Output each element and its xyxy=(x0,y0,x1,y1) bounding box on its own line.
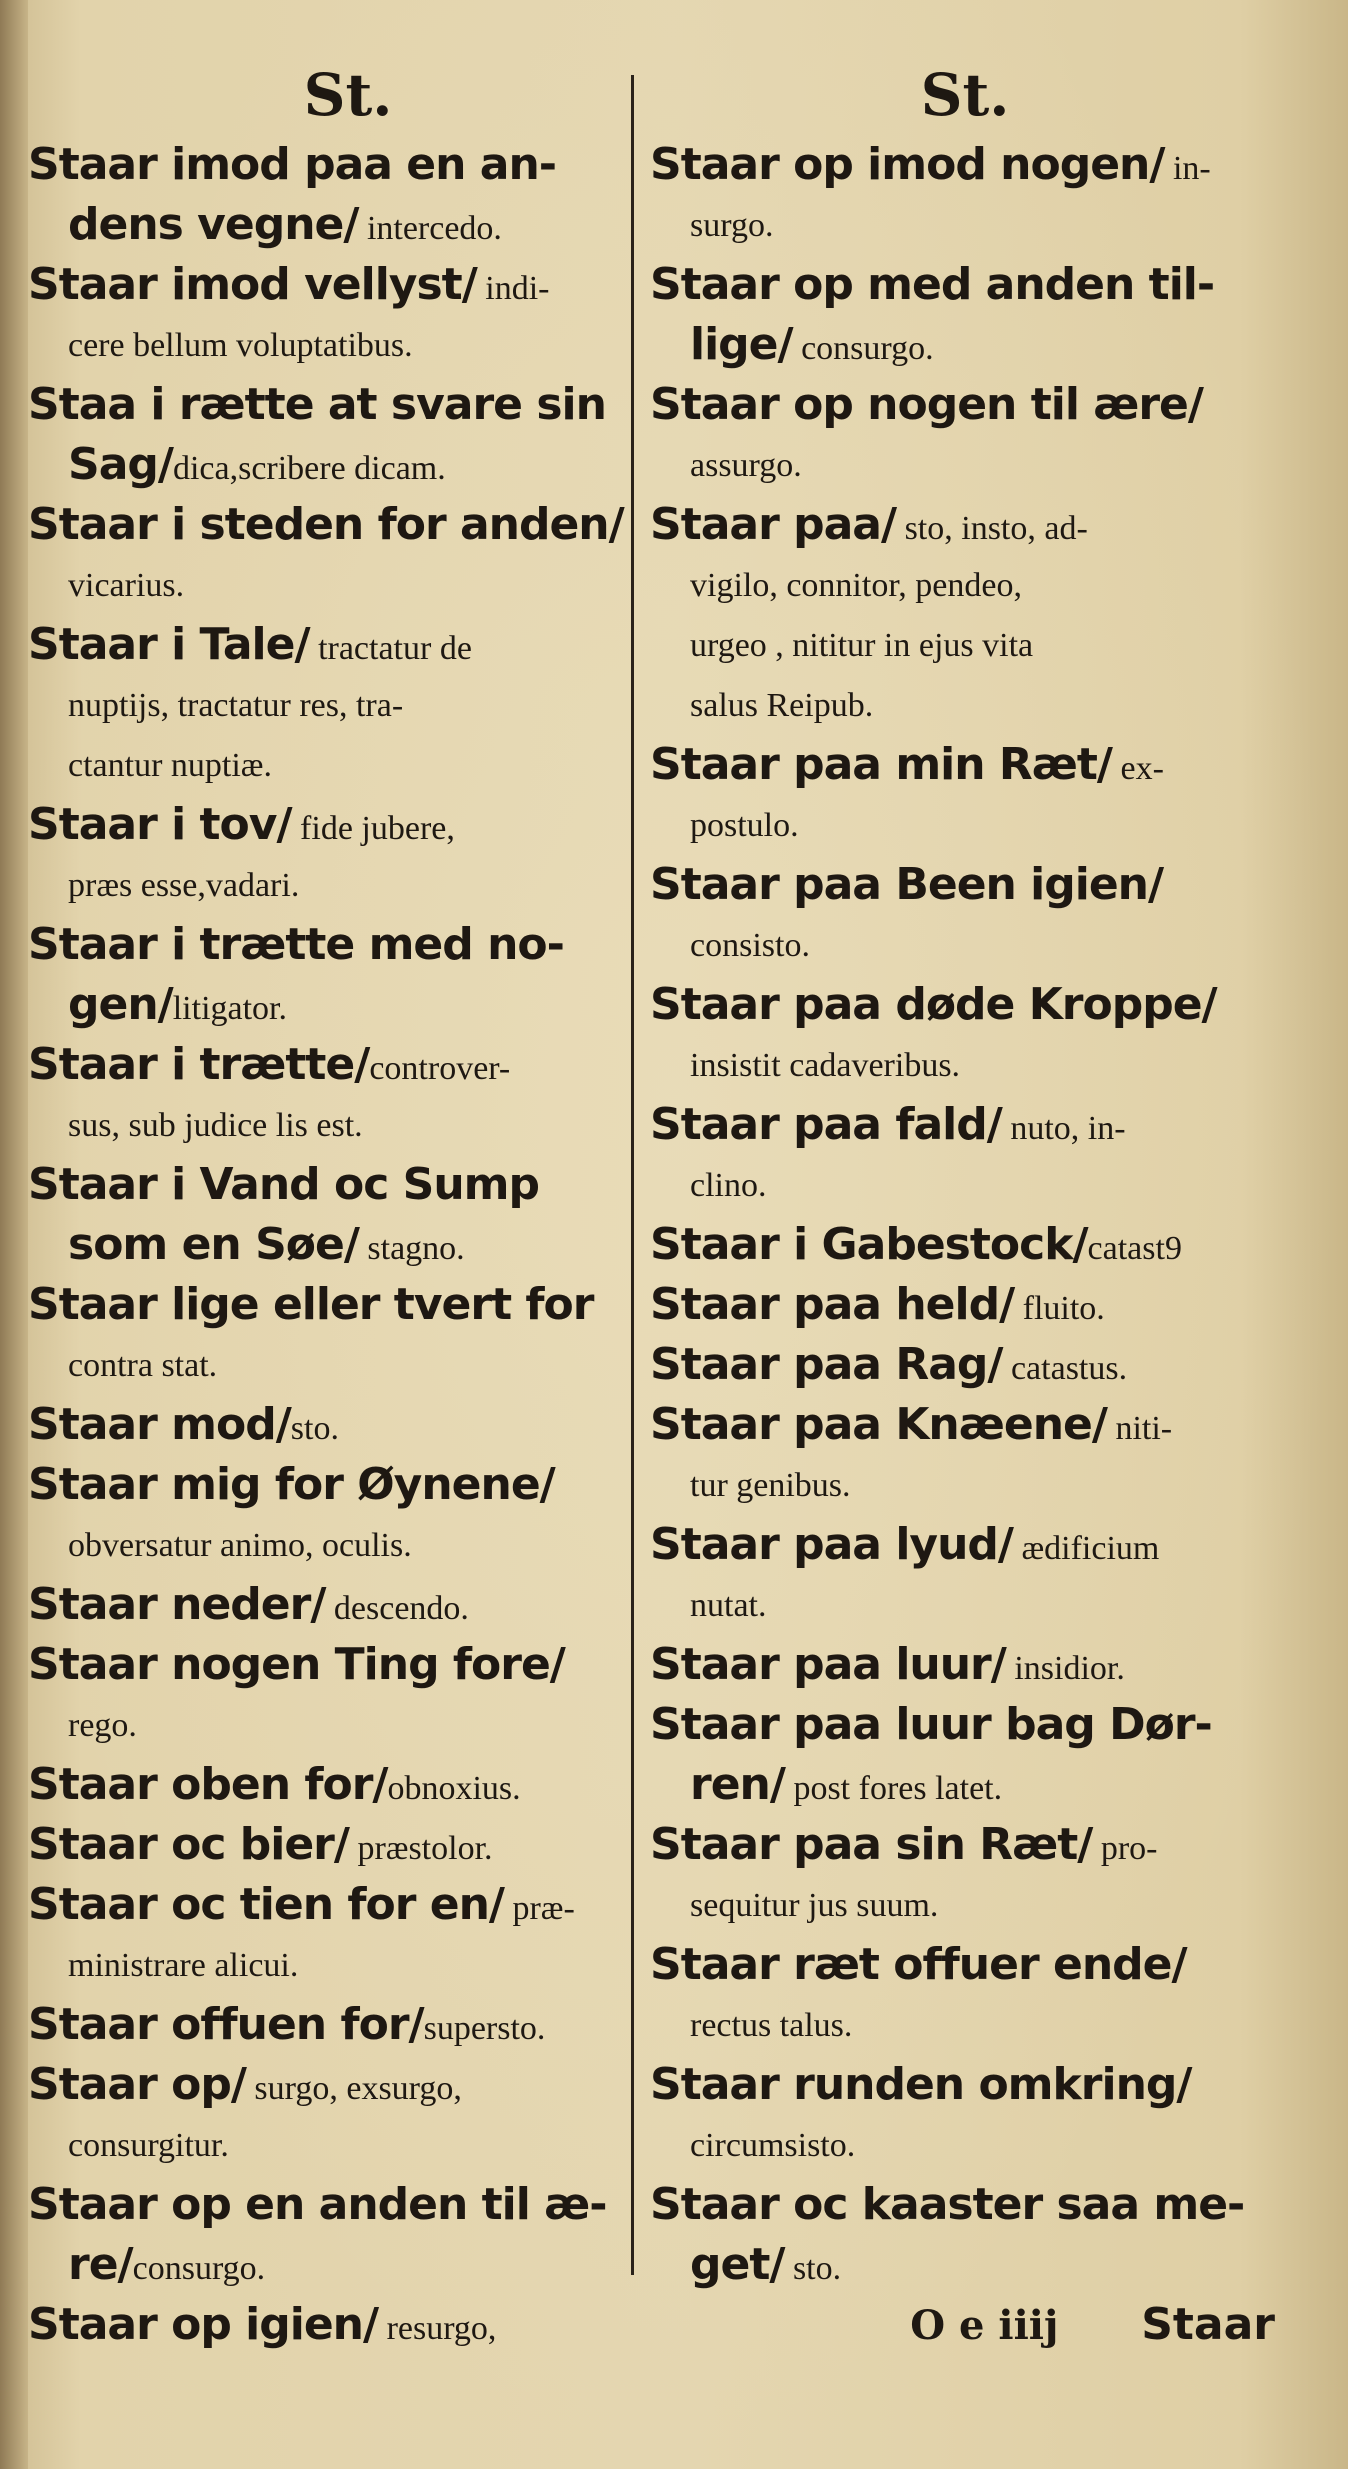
danish-headword: Staar paa Been igien/ xyxy=(650,859,1164,910)
footer-line xyxy=(650,2295,1280,2355)
entry-line xyxy=(650,1095,1280,1155)
entry-line xyxy=(28,1335,628,1395)
dictionary-entry xyxy=(28,1635,628,1755)
dictionary-entry xyxy=(28,255,628,375)
latin-gloss: sequitur jus suum. xyxy=(690,1887,939,1924)
danish-headword: Staar paa døde Kroppe/ xyxy=(650,979,1217,1030)
dictionary-entry xyxy=(28,1875,628,1995)
entry-line xyxy=(28,195,628,255)
latin-gloss: stagno. xyxy=(358,1230,465,1267)
danish-headword: Staar i Tale/ xyxy=(28,619,310,670)
entry-line xyxy=(650,855,1280,915)
latin-gloss: in- xyxy=(1164,150,1211,187)
latin-gloss: tractatur de xyxy=(309,630,472,667)
dictionary-entry xyxy=(28,795,628,915)
danish-headword: gen/ xyxy=(68,979,173,1030)
entry-line xyxy=(28,1755,628,1815)
right-column xyxy=(650,55,1280,2355)
entry-line xyxy=(650,375,1280,435)
latin-gloss: ctantur nuptiæ. xyxy=(68,747,272,784)
danish-headword: Staar oc tien for en/ xyxy=(28,1879,504,1930)
entry-line xyxy=(28,315,628,375)
latin-gloss: ædificium xyxy=(1012,1530,1160,1567)
latin-gloss: præs esse,vadari. xyxy=(68,867,300,904)
dictionary-entry xyxy=(650,855,1280,975)
dictionary-entry xyxy=(650,1695,1280,1815)
latin-gloss: ex- xyxy=(1111,750,1164,787)
latin-gloss: postulo. xyxy=(690,807,799,844)
entry-line xyxy=(28,1215,628,1275)
danish-headword: Staar imod paa en an- xyxy=(28,139,557,190)
latin-gloss: sto, insto, ad- xyxy=(896,510,1088,547)
dictionary-entry xyxy=(28,135,628,255)
dictionary-entry xyxy=(28,1755,628,1815)
entry-line xyxy=(650,2175,1280,2235)
danish-headword: Staar i trætte med no- xyxy=(28,919,564,970)
dictionary-entry xyxy=(650,1215,1280,1275)
danish-headword: Staar op en anden til æ- xyxy=(28,2179,607,2230)
dictionary-entry xyxy=(28,915,628,1035)
latin-gloss: nuptijs, tractatur res, tra- xyxy=(68,687,404,724)
entry-line xyxy=(28,2175,628,2235)
latin-gloss: insidior. xyxy=(1005,1650,1125,1687)
dictionary-entry xyxy=(650,1635,1280,1695)
danish-headword: Staar i trætte/ xyxy=(28,1039,370,1090)
dictionary-entry xyxy=(28,1395,628,1455)
entry-line xyxy=(28,1275,628,1335)
danish-headword: Staar ræt offuer ende/ xyxy=(650,1939,1187,1990)
danish-headword: Staar paa sin Ræt/ xyxy=(650,1819,1093,1870)
dictionary-entry xyxy=(28,375,628,495)
latin-gloss: sus, sub judice lis est. xyxy=(68,1107,363,1144)
entry-line xyxy=(28,375,628,435)
danish-headword: Staar offuen for/ xyxy=(28,1999,424,2050)
dictionary-entry xyxy=(28,1275,628,1395)
latin-gloss: consurgo. xyxy=(132,2250,266,2287)
latin-gloss: fluito. xyxy=(1014,1290,1105,1327)
dictionary-entry xyxy=(650,1515,1280,1635)
dictionary-entry xyxy=(28,1995,628,2055)
entry-line xyxy=(650,1275,1280,1335)
latin-gloss: litigator. xyxy=(172,990,288,1027)
entry-line xyxy=(650,1875,1280,1935)
latin-gloss: tur genibus. xyxy=(690,1467,851,1504)
latin-gloss: nutat. xyxy=(690,1587,767,1624)
entry-line xyxy=(650,1455,1280,1515)
danish-headword: Staar op imod nogen/ xyxy=(650,139,1165,190)
entry-line xyxy=(28,1095,628,1155)
danish-headword: som en Søe/ xyxy=(68,1219,359,1270)
danish-headword: lige/ xyxy=(690,319,793,370)
dictionary-entry xyxy=(28,1575,628,1635)
danish-headword: Staar mod/ xyxy=(28,1399,291,1450)
latin-gloss: præ- xyxy=(503,1890,575,1927)
entry-line xyxy=(28,795,628,855)
latin-gloss: salus Reipub. xyxy=(690,687,874,724)
danish-headword: Staar mig for Øynene/ xyxy=(28,1459,555,1510)
dictionary-entry xyxy=(28,495,628,615)
entry-line xyxy=(650,1515,1280,1575)
latin-gloss: urgeo , nititur in ejus vita xyxy=(690,627,1034,664)
danish-headword: Staar op med anden til- xyxy=(650,259,1215,310)
catchword: Staar xyxy=(1141,2299,1275,2350)
entry-line xyxy=(650,435,1280,495)
dictionary-entry xyxy=(650,1935,1280,2055)
latin-gloss: obnoxius. xyxy=(387,1770,521,1807)
entry-line xyxy=(650,1755,1280,1815)
entry-line xyxy=(650,555,1280,615)
dictionary-entry xyxy=(650,1395,1280,1515)
latin-gloss: descendo. xyxy=(325,1590,469,1627)
right-entries xyxy=(650,135,1280,2295)
entry-line xyxy=(28,735,628,795)
latin-gloss: circumsisto. xyxy=(690,2127,856,2164)
danish-headword: Staar i Gabestock/ xyxy=(650,1219,1088,1270)
entry-line xyxy=(650,495,1280,555)
dictionary-entry xyxy=(28,2295,628,2355)
entry-line xyxy=(28,1695,628,1755)
dictionary-entry xyxy=(28,1155,628,1275)
danish-headword: Staar paa fald/ xyxy=(650,1099,1002,1150)
latin-gloss: ministrare alicui. xyxy=(68,1947,299,1984)
entry-line xyxy=(28,1395,628,1455)
latin-gloss: intercedo. xyxy=(358,210,502,247)
danish-headword: Staar imod vellyst/ xyxy=(28,259,477,310)
latin-gloss: obversatur animo, oculis. xyxy=(68,1527,412,1564)
danish-headword: Staar paa min Ræt/ xyxy=(650,739,1112,790)
entry-line xyxy=(28,2055,628,2115)
latin-gloss: catast9 xyxy=(1087,1230,1182,1267)
entry-line xyxy=(650,975,1280,1035)
danish-headword: Staar paa held/ xyxy=(650,1279,1015,1330)
entry-line xyxy=(650,615,1280,675)
entry-line xyxy=(650,255,1280,315)
danish-headword: ren/ xyxy=(690,1759,785,1810)
entry-line xyxy=(650,2235,1280,2295)
latin-gloss: cere bellum voluptatibus. xyxy=(68,327,413,364)
latin-gloss: rectus talus. xyxy=(690,2007,853,2044)
entry-line xyxy=(28,2295,628,2355)
column-divider xyxy=(631,75,634,2275)
dictionary-entry xyxy=(650,735,1280,855)
dictionary-entry xyxy=(28,1035,628,1155)
latin-gloss: fide jubere, xyxy=(291,810,455,847)
entry-line xyxy=(28,975,628,1035)
entry-line xyxy=(650,135,1280,195)
danish-headword: Staar op/ xyxy=(28,2059,246,2110)
danish-headword: Staar i steden for anden/ xyxy=(28,499,624,550)
latin-gloss: assurgo. xyxy=(690,447,802,484)
dictionary-entry xyxy=(650,1275,1280,1335)
entry-line xyxy=(28,135,628,195)
entry-line xyxy=(650,1035,1280,1095)
entry-line xyxy=(28,555,628,615)
entry-line xyxy=(650,1155,1280,1215)
entry-line xyxy=(650,1815,1280,1875)
latin-gloss: surgo, exsurgo, xyxy=(245,2070,462,2107)
dictionary-entry xyxy=(650,2175,1280,2295)
latin-gloss: vicarius. xyxy=(68,567,185,604)
entry-line xyxy=(28,915,628,975)
latin-gloss: supersto. xyxy=(423,2010,546,2047)
danish-headword: Staar op nogen til ære/ xyxy=(650,379,1203,430)
entry-line xyxy=(650,1695,1280,1755)
danish-headword: Staar neder/ xyxy=(28,1579,326,1630)
entry-line xyxy=(650,1335,1280,1395)
entry-line xyxy=(650,675,1280,735)
entry-line xyxy=(650,1635,1280,1695)
latin-gloss: pro- xyxy=(1092,1830,1158,1867)
danish-headword: Staar oc bier/ xyxy=(28,1819,349,1870)
entry-line xyxy=(28,615,628,675)
entry-line xyxy=(650,2115,1280,2175)
danish-headword: get/ xyxy=(690,2239,785,2290)
entry-line xyxy=(650,1995,1280,2055)
latin-gloss: clino. xyxy=(690,1167,767,1204)
latin-gloss: præstolor. xyxy=(348,1830,493,1867)
entry-line xyxy=(28,1995,628,2055)
danish-headword: Staar paa luur bag Dør- xyxy=(650,1699,1212,1750)
entry-line xyxy=(650,195,1280,255)
latin-gloss: vigilo, connitor, pendeo, xyxy=(690,567,1022,604)
latin-gloss: niti- xyxy=(1106,1410,1173,1447)
entry-line xyxy=(28,1575,628,1635)
left-column xyxy=(28,55,628,2355)
entry-line xyxy=(650,735,1280,795)
entry-line xyxy=(28,1515,628,1575)
entry-line xyxy=(650,2055,1280,2115)
danish-headword: dens vegne/ xyxy=(68,199,359,250)
dictionary-entry xyxy=(650,1335,1280,1395)
latin-gloss: sto. xyxy=(784,2250,842,2287)
latin-gloss: dica,scribere dicam. xyxy=(172,450,446,487)
latin-gloss: catastus. xyxy=(1002,1350,1128,1387)
danish-headword: Staar paa lyud/ xyxy=(650,1519,1013,1570)
danish-headword: Staar oben for/ xyxy=(28,1759,388,1810)
dictionary-entry xyxy=(650,255,1280,375)
danish-headword: Staar paa/ xyxy=(650,499,897,550)
page-edge xyxy=(0,0,28,2469)
dictionary-entry xyxy=(650,135,1280,255)
danish-headword: Staar i tov/ xyxy=(28,799,292,850)
entry-line xyxy=(28,495,628,555)
danish-headword: Staar paa Rag/ xyxy=(650,1339,1003,1390)
latin-gloss: surgo. xyxy=(690,207,774,244)
entry-line xyxy=(650,915,1280,975)
latin-gloss: post fores latet. xyxy=(784,1770,1003,1807)
danish-headword: Staar lige eller tvert for xyxy=(28,1279,594,1330)
entry-line xyxy=(28,1875,628,1935)
latin-gloss: controver- xyxy=(369,1050,511,1087)
right-running-head: St. xyxy=(920,61,1010,129)
left-entries xyxy=(28,135,628,2355)
latin-gloss: indi- xyxy=(476,270,550,307)
dictionary-entry xyxy=(650,2055,1280,2175)
entry-line xyxy=(650,795,1280,855)
danish-headword: Staar runden omkring/ xyxy=(650,2059,1192,2110)
entry-line xyxy=(650,315,1280,375)
dictionary-entry xyxy=(28,615,628,795)
entry-line xyxy=(28,1035,628,1095)
entry-line xyxy=(650,1215,1280,1275)
entry-line xyxy=(28,855,628,915)
danish-headword: Staar op igien/ xyxy=(28,2299,379,2350)
latin-gloss: nuto, in- xyxy=(1001,1110,1126,1147)
entry-line xyxy=(28,2235,628,2295)
entry-line xyxy=(28,1635,628,1695)
entry-line xyxy=(650,1575,1280,1635)
entry-line xyxy=(28,435,628,495)
dictionary-entry xyxy=(28,1455,628,1575)
entry-line xyxy=(650,1935,1280,1995)
danish-headword: Staa i rætte at svare sin xyxy=(28,379,606,430)
left-running-head: St. xyxy=(303,61,393,129)
entry-line xyxy=(28,675,628,735)
dictionary-entry xyxy=(650,975,1280,1095)
danish-headword: Sag/ xyxy=(68,439,173,490)
dictionary-entry xyxy=(28,2055,628,2175)
dictionary-entry xyxy=(650,495,1280,735)
danish-headword: Staar nogen Ting fore/ xyxy=(28,1639,565,1690)
entry-line xyxy=(28,1935,628,1995)
entry-line xyxy=(650,1395,1280,1455)
danish-headword: Staar paa Knæene/ xyxy=(650,1399,1107,1450)
entry-line xyxy=(28,1455,628,1515)
latin-gloss: rego. xyxy=(68,1707,137,1744)
dictionary-entry xyxy=(28,2175,628,2295)
dictionary-entry xyxy=(650,375,1280,495)
latin-gloss: consurgo. xyxy=(792,330,934,367)
danish-headword: Staar oc kaaster saa me- xyxy=(650,2179,1245,2230)
dictionary-entry xyxy=(650,1815,1280,1935)
danish-headword: Staar paa luur/ xyxy=(650,1639,1006,1690)
latin-gloss: sto. xyxy=(290,1410,339,1447)
entry-line xyxy=(28,2115,628,2175)
latin-gloss: contra stat. xyxy=(68,1347,218,1384)
signature-mark: O e iiij xyxy=(910,2302,1059,2349)
entry-line xyxy=(28,1815,628,1875)
entry-line xyxy=(28,1155,628,1215)
dictionary-entry xyxy=(650,1095,1280,1215)
danish-headword: re/ xyxy=(68,2239,133,2290)
entry-line xyxy=(28,255,628,315)
latin-gloss: resurgo, xyxy=(378,2310,497,2347)
dictionary-entry xyxy=(28,1815,628,1875)
latin-gloss: consisto. xyxy=(690,927,810,964)
latin-gloss: insistit cadaveribus. xyxy=(690,1047,961,1084)
latin-gloss: consurgitur. xyxy=(68,2127,229,2164)
danish-headword: Staar i Vand oc Sump xyxy=(28,1159,539,1210)
